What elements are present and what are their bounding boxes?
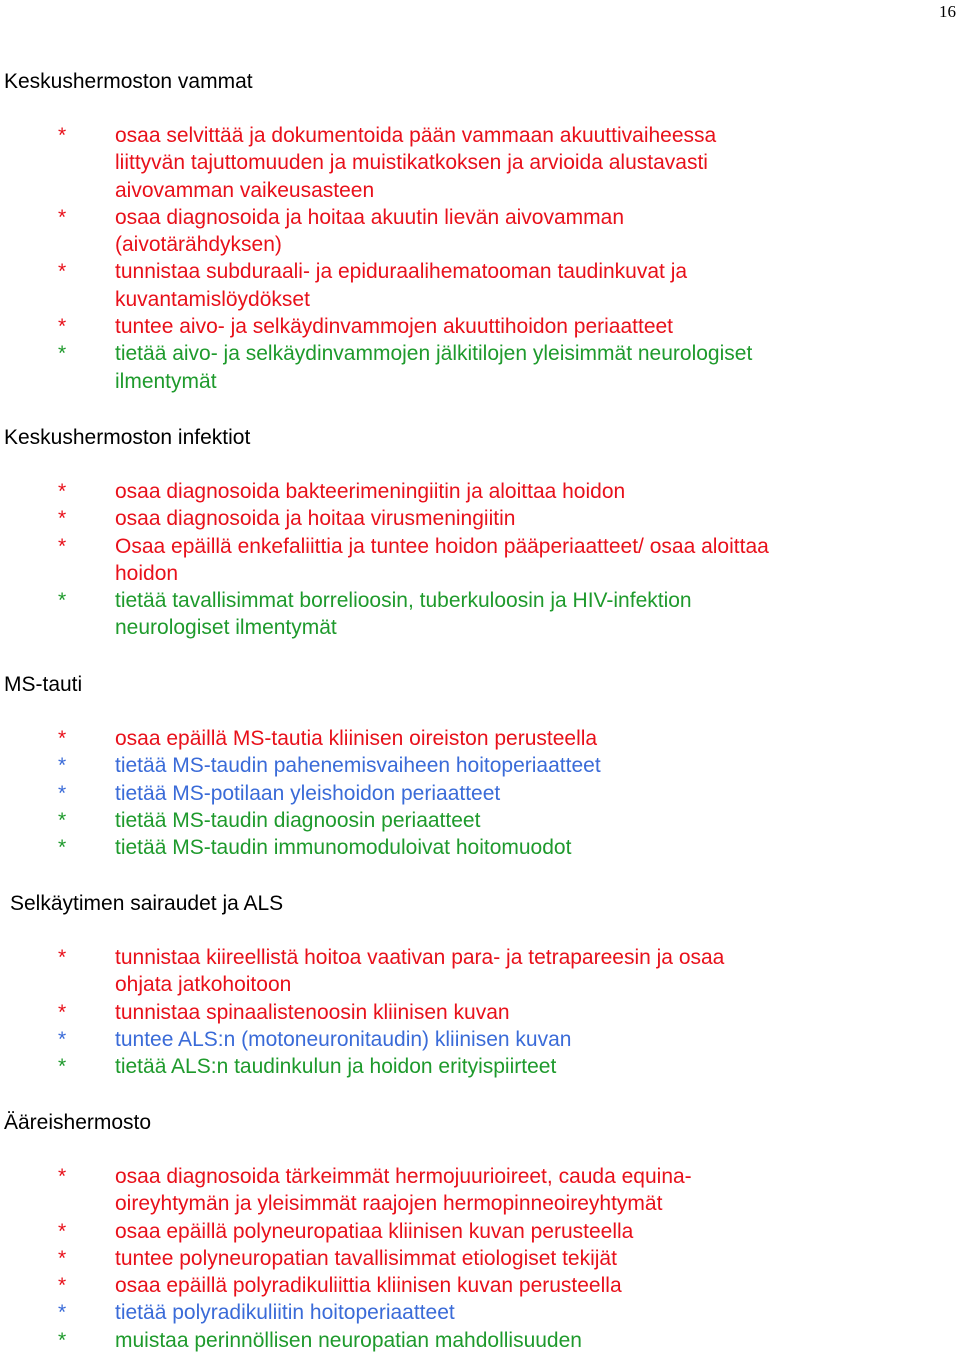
bullet: * bbox=[58, 781, 67, 805]
item-text: tuntee ALS:n (motoneuronitaudin) kliinisen kuvan bbox=[115, 1027, 572, 1051]
item-text: osaa epäillä polyradikuliittia kliinisen kuvan perusteella bbox=[115, 1274, 622, 1298]
bullet: * bbox=[58, 1000, 67, 1024]
list-item bbox=[0, 533, 875, 588]
bullet: * bbox=[58, 1027, 67, 1051]
objective-list bbox=[0, 1163, 875, 1354]
bullet: * bbox=[58, 589, 67, 613]
item-text: osaa epäillä MS-tautia kliinisen oireiston perusteella bbox=[115, 727, 598, 750]
item-text: tunnistaa kiireellistä hoitoa vaativan para- ja tetrapareesin ja osaa ohjata jatkohoitoon bbox=[115, 946, 725, 997]
objective-list bbox=[0, 122, 875, 395]
item-text: tietää aivo- ja selkäydinvammojen jälkitilojen yleisimmät neurologiset ilmentymät bbox=[115, 342, 753, 393]
list-item bbox=[0, 587, 875, 642]
item-text: osaa diagnosoida ja hoitaa virusmeningiitin bbox=[115, 507, 516, 531]
objective-list bbox=[0, 725, 875, 861]
list-item bbox=[0, 478, 875, 505]
item-text: tietää tavallisimmat borrelioosin, tuberkuloosin ja HIV-infektion neurologiset ilmentymät bbox=[115, 589, 692, 640]
bullet: * bbox=[58, 1055, 67, 1079]
item-text: tietää ALS:n taudinkulun ja hoidon erityispiirteet bbox=[115, 1055, 557, 1079]
item-text: tietää MS-potilaan yleishoidon periaatteet bbox=[115, 781, 501, 805]
list-item bbox=[0, 834, 875, 861]
bullet: * bbox=[58, 315, 67, 339]
list-item bbox=[0, 807, 875, 834]
item-text: tunnistaa spinaalistenoosin kliinisen kuvan bbox=[115, 1000, 510, 1024]
bullet: * bbox=[58, 1219, 67, 1243]
list-item bbox=[0, 1218, 875, 1245]
bullet: * bbox=[58, 754, 67, 778]
item-text: tietää MS-taudin pahenemisvaiheen hoitoperiaatteet bbox=[115, 754, 601, 778]
bullet: * bbox=[58, 946, 67, 969]
item-text: Osaa epäillä enkefaliittia ja tuntee hoidon pääperiaatteet/ osaa aloittaa hoidon bbox=[115, 534, 769, 585]
list-item bbox=[0, 1163, 875, 1218]
section-heading: Ääreishermosto bbox=[4, 1111, 152, 1134]
list-item bbox=[0, 1327, 875, 1354]
item-text: muistaa perinnöllisen neuropatian mahdollisuuden bbox=[115, 1328, 582, 1352]
item-text: osaa epäillä polyneuropatiaa kliinisen kuvan perusteella bbox=[115, 1219, 634, 1243]
item-text: osaa selvittää ja dokumentoida pään vammaan akuuttivaiheessa liittyvän tajuttomuuden ja muistikatkoksen ja arvioida alustavasti aivovamman vaikeusasteen bbox=[115, 124, 717, 202]
bullet: * bbox=[58, 1274, 67, 1298]
bullet: * bbox=[58, 1301, 67, 1325]
item-text: tunnistaa subduraali- ja epiduraalihematooman taudinkuvat ja kuvantamislöydökset bbox=[115, 260, 688, 311]
item-text: tietää MS-taudin diagnoosin periaatteet bbox=[115, 808, 481, 832]
item-text: tietää polyradikuliitin hoitoperiaatteet bbox=[115, 1301, 455, 1325]
list-item bbox=[0, 204, 875, 259]
list-item bbox=[0, 313, 875, 340]
list-item bbox=[0, 999, 875, 1026]
bullet: * bbox=[58, 124, 67, 147]
list-item bbox=[0, 505, 875, 532]
bullet: * bbox=[58, 727, 67, 750]
section-heading: MS-tauti bbox=[4, 673, 83, 696]
bullet: * bbox=[58, 1246, 67, 1270]
item-text: osaa diagnosoida tärkeimmät hermojuurioireet, cauda equina- oireyhtymän ja yleisimmät raajojen hermopinneoireyhtymät bbox=[115, 1165, 692, 1216]
list-item bbox=[0, 340, 875, 395]
section-heading: Keskushermoston vammat bbox=[4, 70, 253, 93]
bullet: * bbox=[58, 1165, 67, 1188]
list-item bbox=[0, 1245, 875, 1272]
list-item bbox=[0, 1053, 875, 1080]
item-text: tietää MS-taudin immunomoduloivat hoitomuodot bbox=[115, 836, 572, 860]
list-item bbox=[0, 1026, 875, 1053]
list-item bbox=[0, 1299, 875, 1326]
list-item bbox=[0, 258, 875, 313]
bullet: * bbox=[58, 836, 67, 860]
objective-list bbox=[0, 478, 875, 642]
item-text: osaa diagnosoida bakteerimeningiitin ja aloittaa hoidon bbox=[115, 480, 626, 503]
bullet: * bbox=[58, 507, 67, 531]
bullet: * bbox=[58, 260, 67, 284]
bullet: * bbox=[58, 480, 67, 503]
item-text: tuntee polyneuropatian tavallisimmat etiologiset tekijät bbox=[115, 1246, 617, 1270]
item-text: osaa diagnosoida ja hoitaa akuutin lievän aivovamman (aivotärähdyksen) bbox=[115, 205, 625, 257]
bullet: * bbox=[58, 808, 67, 832]
list-item bbox=[0, 725, 875, 752]
list-item bbox=[0, 122, 875, 204]
list-item bbox=[0, 1272, 875, 1299]
page-number: 16 bbox=[939, 2, 956, 21]
bullet: * bbox=[58, 205, 67, 229]
bullet: * bbox=[58, 1328, 67, 1352]
objective-list bbox=[0, 944, 875, 1080]
bullet: * bbox=[58, 342, 67, 366]
section-heading: Selkäytimen sairaudet ja ALS bbox=[10, 892, 284, 915]
section-heading: Keskushermoston infektiot bbox=[4, 426, 251, 449]
list-item bbox=[0, 944, 875, 999]
list-item bbox=[0, 780, 875, 807]
item-text: tuntee aivo- ja selkäydinvammojen akuuttihoidon periaatteet bbox=[115, 315, 674, 339]
list-item bbox=[0, 752, 875, 779]
bullet: * bbox=[58, 534, 67, 558]
